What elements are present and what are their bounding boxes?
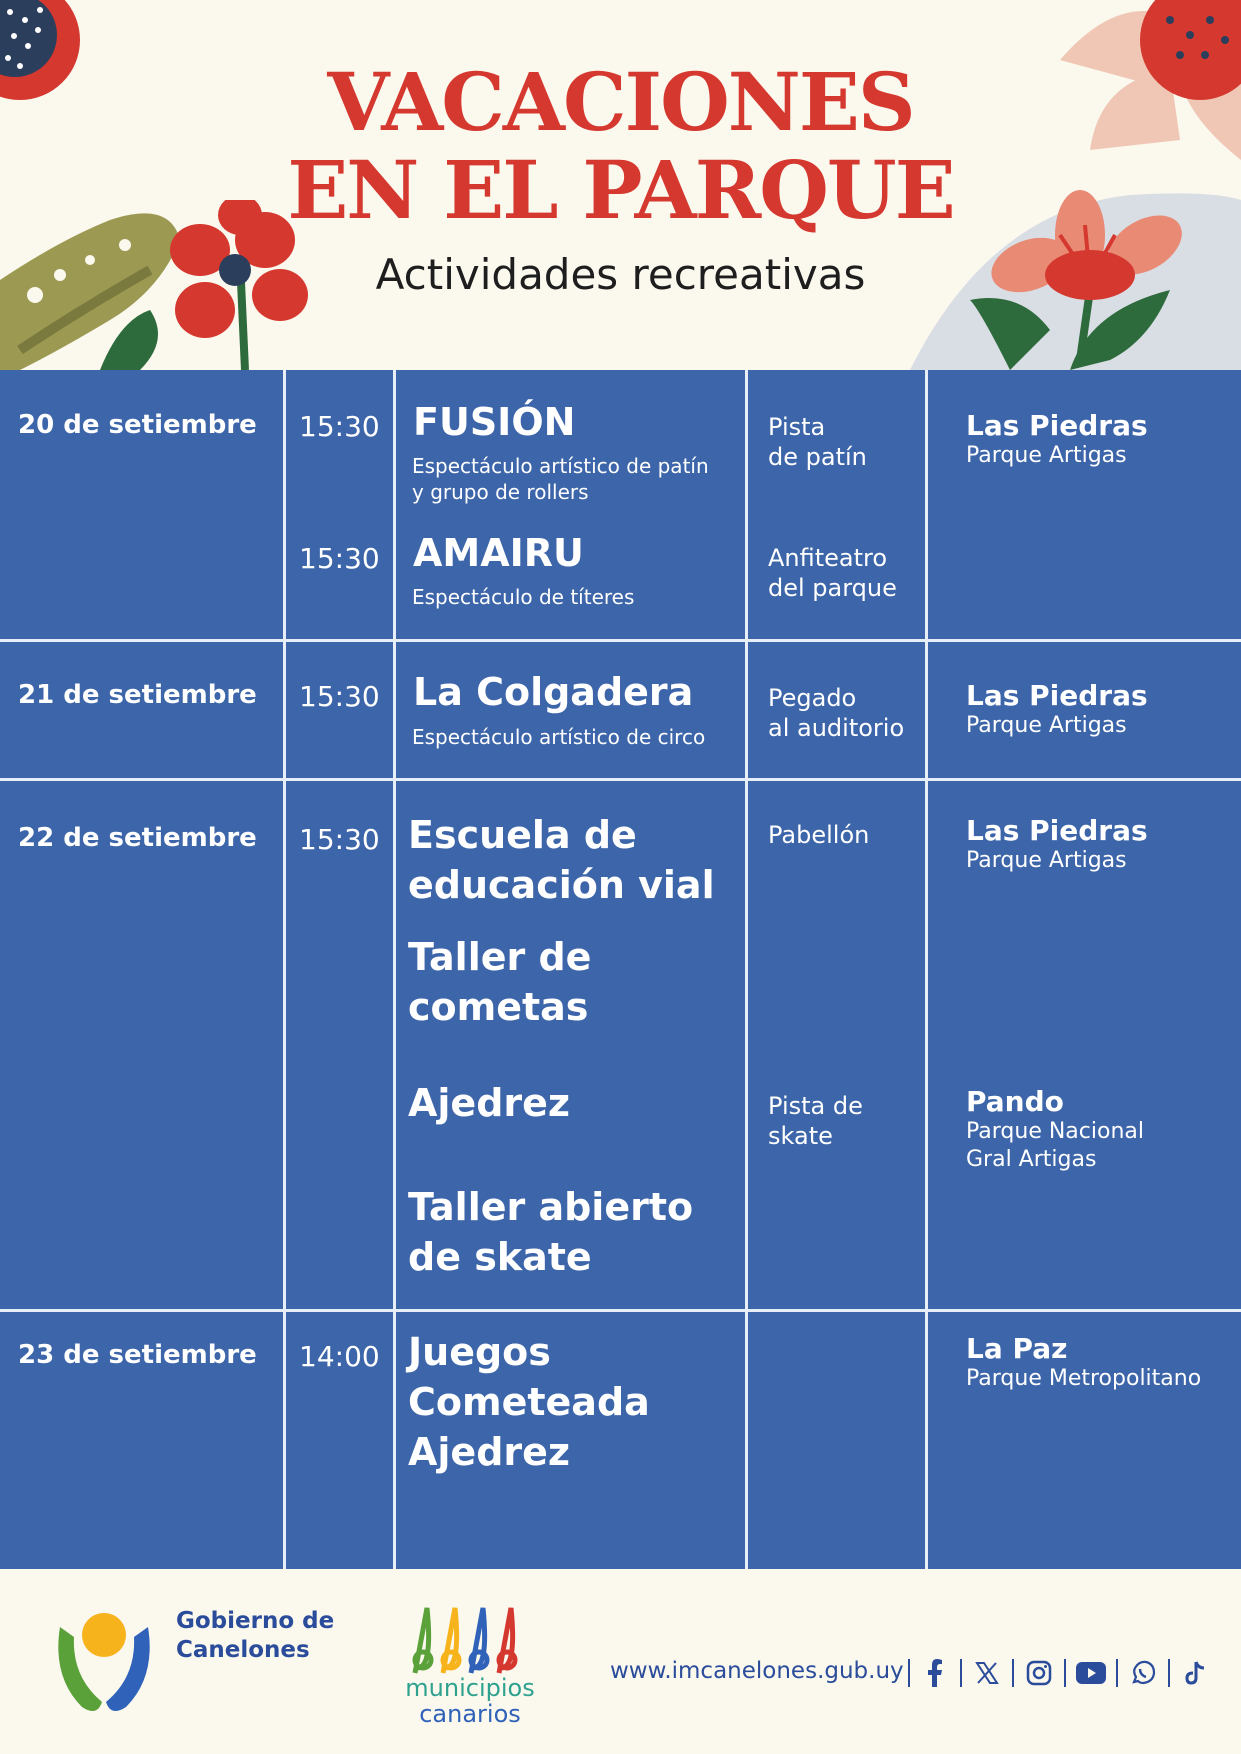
- gobierno-canelones-logo: [52, 1607, 156, 1717]
- event-title: Taller abierto de skate: [408, 1185, 694, 1279]
- park-name: Parque Artigas: [966, 848, 1127, 873]
- event-title: AMAIRU: [413, 531, 584, 575]
- municipios-text: municipios canarios: [405, 1674, 535, 1728]
- time-cell: 15:30: [299, 410, 380, 443]
- time-cell: 15:30: [299, 542, 380, 575]
- venue-cell: Anfiteatro del parque: [768, 544, 897, 602]
- date-cell: 22 de setiembre: [18, 823, 257, 853]
- header: [0, 0, 1241, 370]
- event-title: Ajedrez: [408, 1081, 571, 1125]
- time-cell: 15:30: [299, 823, 380, 856]
- row-divider: [0, 1309, 1241, 1312]
- venue-cell: Pista de skate: [768, 1092, 863, 1150]
- city-name: Las Piedras: [966, 814, 1148, 847]
- park-name: Parque Metropolitano: [966, 1366, 1202, 1391]
- location-cell: [966, 815, 1226, 875]
- subtitle: Actividades recreativas: [375, 250, 866, 299]
- event-title: FUSIÓN: [413, 400, 576, 444]
- title-line-2: EN EL PARQUE: [287, 143, 954, 237]
- row-divider: [0, 639, 1241, 642]
- park-name: Parque Nacional Gral Artigas: [966, 1119, 1144, 1172]
- date-cell: 20 de setiembre: [18, 410, 257, 440]
- separator: [1064, 1659, 1066, 1687]
- instagram-icon[interactable]: [1022, 1656, 1056, 1690]
- city-name: Las Piedras: [966, 679, 1148, 712]
- event-title: La Colgadera: [413, 670, 694, 714]
- city-name: Pando: [966, 1085, 1064, 1118]
- column-divider: [745, 370, 748, 1569]
- separator: [1012, 1659, 1014, 1687]
- event-title: Escuela de educación vial: [408, 813, 715, 907]
- event-subtitle: Espectáculo artístico de patín y grupo de rollers: [412, 454, 709, 504]
- social-links: [900, 1655, 1212, 1691]
- youtube-icon[interactable]: [1074, 1656, 1108, 1690]
- venue-cell: Pegado al auditorio: [768, 684, 905, 742]
- title-line-1: VACACIONES: [327, 55, 914, 149]
- date-cell: 21 de setiembre: [18, 680, 257, 710]
- event-title: Juegos Cometeada Ajedrez: [408, 1330, 650, 1474]
- municipios-canarios-logo: [405, 1598, 535, 1678]
- separator: [1168, 1659, 1170, 1687]
- city-name: Las Piedras: [966, 409, 1148, 442]
- event-title: Taller de cometas: [408, 935, 592, 1029]
- separator: [1116, 1659, 1118, 1687]
- park-name: Parque Artigas: [966, 713, 1127, 738]
- schedule-table: [0, 370, 1241, 1569]
- park-name: Parque Artigas: [966, 443, 1127, 468]
- whatsapp-icon[interactable]: [1126, 1656, 1160, 1690]
- tiktok-icon[interactable]: [1178, 1656, 1212, 1690]
- venue-cell: Pabellón: [768, 821, 870, 849]
- location-cell: [966, 1333, 1226, 1393]
- location-cell: [966, 1086, 1226, 1174]
- separator: [960, 1659, 962, 1687]
- column-divider: [283, 370, 286, 1569]
- website-link[interactable]: www.imcanelones.gub.uy: [610, 1658, 904, 1684]
- event-subtitle: Espectáculo de títeres: [412, 585, 635, 609]
- city-name: La Paz: [966, 1332, 1068, 1365]
- gobierno-text: Gobierno de Canelones: [176, 1608, 335, 1663]
- event-subtitle: Espectáculo artístico de circo: [412, 725, 706, 749]
- location-cell: [966, 410, 1226, 470]
- location-cell: [966, 680, 1226, 740]
- time-cell: 15:30: [299, 680, 380, 713]
- column-divider: [393, 370, 396, 1569]
- row-divider: [0, 778, 1241, 781]
- x-icon[interactable]: [970, 1656, 1004, 1690]
- date-cell: 23 de setiembre: [18, 1340, 257, 1370]
- venue-cell: Pista de patín: [768, 413, 867, 471]
- separator: [908, 1659, 910, 1687]
- facebook-icon[interactable]: [918, 1656, 952, 1690]
- time-cell: 14:00: [299, 1340, 380, 1373]
